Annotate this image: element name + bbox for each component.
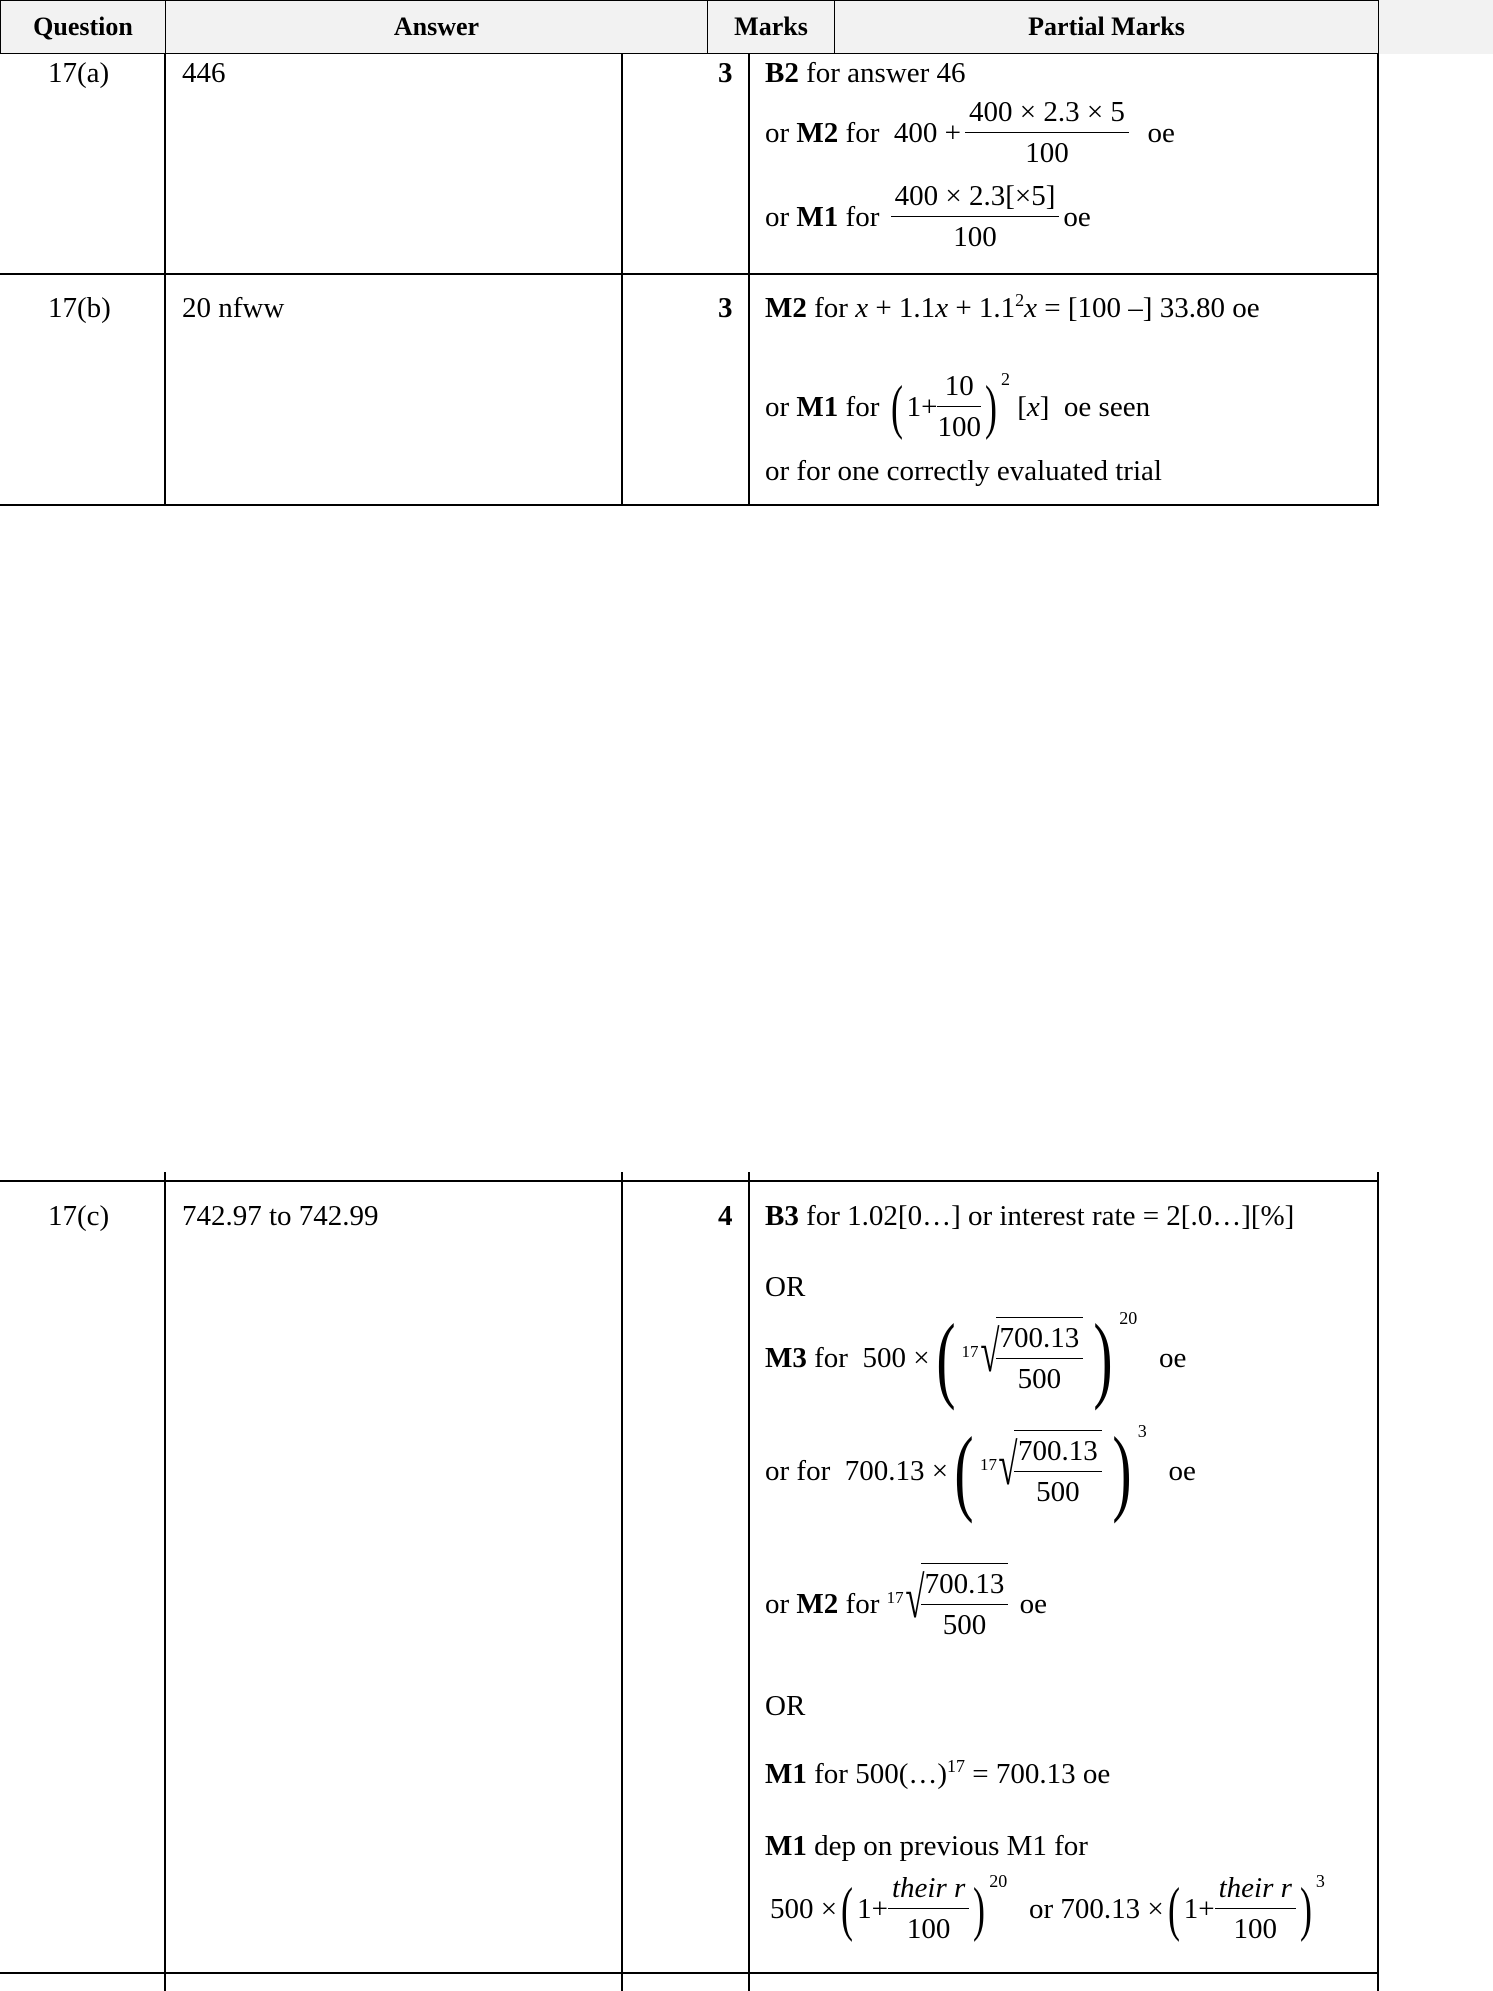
- grid-line: [0, 1180, 1379, 1182]
- partial-text: 1+: [1183, 1892, 1215, 1925]
- denominator: 100: [1233, 1913, 1278, 1945]
- partial-line: [765, 176, 1091, 257]
- header-partial-label: Partial Marks: [1028, 12, 1185, 41]
- partial-text: for 500 ×: [806, 1342, 930, 1374]
- mark-code: M3: [765, 1342, 807, 1374]
- grid-line: [164, 1172, 166, 1991]
- fraction: [965, 92, 1129, 173]
- partial-line: [765, 291, 1260, 325]
- numerator: their r: [1215, 1868, 1296, 1909]
- partial-text: or: [765, 116, 790, 149]
- mark-code: M1: [796, 390, 839, 423]
- fraction: [1215, 1868, 1296, 1949]
- numerator: 400 × 2.3 × 5: [965, 92, 1129, 133]
- partial-text: for: [838, 390, 880, 423]
- mark-code: M2: [796, 116, 839, 149]
- mark-code: M1: [765, 1830, 807, 1862]
- mark-code: M2: [796, 1588, 839, 1620]
- header-marks: [707, 0, 835, 54]
- fraction: [1014, 1430, 1102, 1512]
- denominator: 100: [953, 221, 997, 253]
- header-question-label: Question: [33, 12, 133, 41]
- partial-line: [765, 1417, 1196, 1524]
- partial-text: + 1.1: [948, 292, 1016, 324]
- partial-text: or: [765, 200, 790, 233]
- variable: x: [855, 292, 869, 324]
- exponent: 3: [1137, 1421, 1147, 1441]
- partial-line: OR: [765, 1271, 806, 1303]
- fraction: [888, 1868, 969, 1949]
- nth-root: [962, 1317, 1088, 1399]
- denominator: 500: [1036, 1476, 1080, 1508]
- answer-value: 446: [182, 57, 226, 89]
- denominator: 100: [906, 1913, 951, 1945]
- header-answer-label: Answer: [393, 12, 480, 41]
- partial-line: [765, 1199, 1294, 1233]
- grid-line: [0, 1972, 1379, 1974]
- partial-text: 1+: [906, 390, 938, 423]
- left-paren: (: [841, 1875, 854, 1942]
- denominator: 100: [1025, 137, 1069, 169]
- mark-code: M2: [765, 292, 807, 324]
- grid-line: [0, 504, 1379, 506]
- partial-line: or for one correctly evaluated trial: [765, 455, 1162, 487]
- mark-code: B2: [765, 57, 799, 89]
- partial-text: or 700.13 ×: [1029, 1892, 1164, 1925]
- mark-code: B3: [765, 1200, 799, 1232]
- question-number: 17(c): [48, 1200, 110, 1232]
- exponent: 20: [989, 1870, 1008, 1891]
- question-number: 17(a): [48, 57, 110, 89]
- partial-line: [765, 1829, 1088, 1863]
- root-index: 17: [886, 1588, 904, 1607]
- partial-text: for: [838, 200, 880, 233]
- partial-text: + 1.1: [868, 292, 936, 324]
- variable: x: [935, 292, 949, 324]
- denominator: 100: [937, 411, 981, 443]
- root-index: 17: [980, 1455, 998, 1474]
- partial-line: [765, 1757, 1110, 1791]
- fraction: [996, 1317, 1084, 1399]
- partial-line: [765, 1304, 1187, 1411]
- right-paren: ): [984, 373, 997, 440]
- right-paren: ): [1093, 1304, 1113, 1411]
- partial-text: for: [806, 292, 856, 324]
- left-paren: (: [1167, 1875, 1180, 1942]
- header-marks-label: Marks: [734, 12, 808, 41]
- partial-text: 500 ×: [770, 1892, 838, 1925]
- right-paren: ): [973, 1875, 986, 1942]
- grid-line: [1377, 1172, 1379, 1991]
- header-partial-marks: [834, 0, 1379, 54]
- marks-value: 3: [718, 57, 733, 89]
- left-paren: (: [954, 1417, 974, 1524]
- grid-line: [748, 1172, 750, 1991]
- question-number: 17(b): [48, 292, 111, 324]
- left-paren: (: [935, 1304, 956, 1411]
- marks-value: 4: [718, 1200, 733, 1232]
- numerator: their r: [888, 1868, 969, 1909]
- exponent: 20: [1119, 1308, 1138, 1328]
- partial-line: [765, 92, 1175, 173]
- fraction: [921, 1563, 1009, 1645]
- partial-line: [770, 1868, 1325, 1949]
- answer-value: 20 nfww: [182, 292, 285, 324]
- partial-text: for 400 +: [838, 116, 961, 149]
- partial-text: oe: [1063, 200, 1091, 233]
- numerator: 10: [937, 366, 981, 407]
- fraction: [891, 176, 1060, 257]
- partial-text: = 700.13 oe: [965, 1758, 1111, 1790]
- grid-line: [748, 54, 750, 506]
- nth-root: [887, 1563, 1013, 1645]
- numerator: 700.13: [921, 1564, 1009, 1605]
- exponent: 17: [947, 1756, 966, 1776]
- partial-line: OR: [765, 1690, 806, 1722]
- left-paren: (: [890, 373, 903, 440]
- partial-text: dep on previous M1 for: [806, 1830, 1088, 1862]
- fraction: [937, 366, 981, 447]
- grid-line: [621, 54, 623, 506]
- exponent: 3: [1315, 1870, 1325, 1891]
- partial-text: for 1.02[0…] or interest rate = 2[.0…][%]: [798, 1200, 1295, 1232]
- answer-value: 742.97 to 742.99: [182, 1200, 379, 1232]
- exponent: 2: [1015, 290, 1025, 310]
- right-paren: ): [1299, 1875, 1312, 1942]
- numerator: 400 × 2.3[×5]: [891, 176, 1060, 217]
- numerator: 700.13: [1014, 1431, 1102, 1472]
- partial-text: for: [838, 1588, 880, 1620]
- mark-code: M1: [796, 200, 839, 233]
- partial-text: oe: [1147, 116, 1175, 149]
- partial-text: oe: [1158, 1342, 1187, 1374]
- partial-text: or: [765, 1588, 790, 1620]
- radical-sign: √: [904, 1565, 925, 1630]
- partial-line: [765, 1563, 1047, 1645]
- partial-text: = [100 –] 33.80 oe: [1037, 292, 1260, 324]
- right-paren: ): [1112, 1417, 1132, 1524]
- partial-text: for answer 46: [798, 57, 966, 89]
- header-answer: [165, 0, 708, 54]
- variable: x: [1024, 292, 1038, 324]
- partial-text: oe: [1019, 1588, 1047, 1620]
- denominator: 500: [942, 1609, 987, 1641]
- radical-sign: √: [979, 1319, 999, 1384]
- partial-text: oe seen: [1063, 390, 1151, 423]
- numerator: 700.13: [996, 1318, 1084, 1359]
- partial-line: [765, 56, 966, 90]
- partial-text: 1+: [857, 1892, 888, 1925]
- grid-line: [621, 1172, 623, 1991]
- grid-line: [0, 273, 1379, 275]
- partial-text: oe: [1168, 1455, 1196, 1487]
- radical-sign: √: [998, 1432, 1018, 1497]
- partial-text: for 500(…): [806, 1758, 948, 1790]
- exponent: 2: [1000, 368, 1010, 389]
- mark-code: M1: [765, 1758, 807, 1790]
- partial-text: or: [765, 390, 790, 423]
- nth-root: [980, 1430, 1106, 1512]
- header-spacer: [1379, 0, 1493, 54]
- grid-line: [164, 54, 166, 506]
- variable: x: [1026, 390, 1040, 423]
- partial-line: or M1 for ( 1+ $\frac{10}{100}$ ) 2 [ x ] oe seen: [765, 366, 1150, 447]
- marks-value: 3: [718, 292, 733, 324]
- partial-text: or for 700.13 ×: [765, 1455, 949, 1487]
- root-index: 17: [961, 1342, 979, 1361]
- header-question: [0, 0, 166, 54]
- denominator: 500: [1017, 1363, 1062, 1395]
- grid-line: [1377, 54, 1379, 506]
